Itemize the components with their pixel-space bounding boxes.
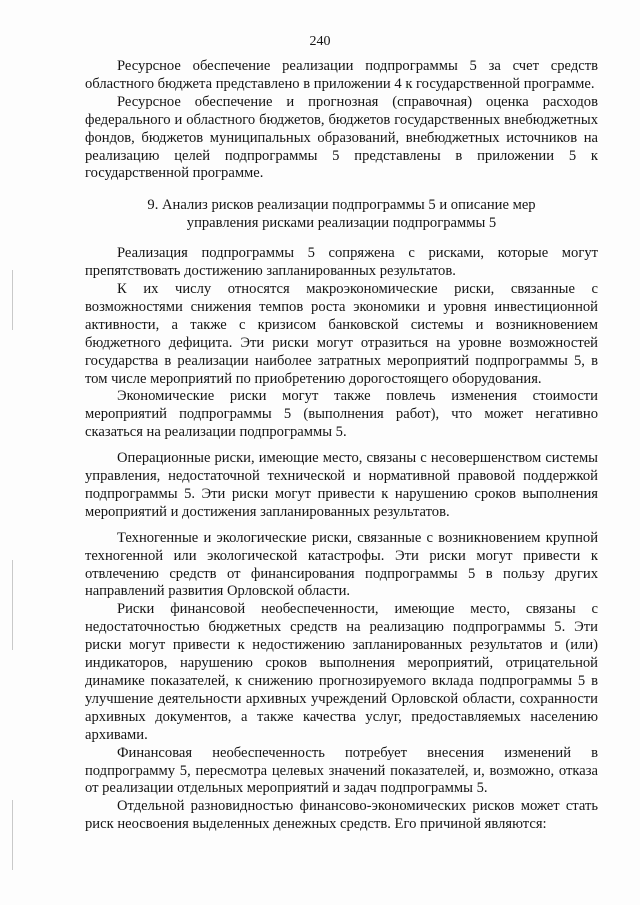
- paragraph-financial-risks: Риски финансовой необеспеченности, имеющие место, связаны с недостаточностью бюджетных средств на реализацию подпрограммы 5. Эти риски могут привести к недостижению запланированных результатов и (или) индикаторов, нарушению сроков выполнения мероприятий, отрицательной динамике показателей, к снижению прогнозируемого вклада подпрограммы 5 в улучшение деятельности архивных учреждений Орловской области, сохранности архивных документов, а также качества услуг, предоставляемых населению архивами.: [85, 601, 598, 743]
- section-heading-line-2: управления рисками реализации подпрограммы 5: [186, 215, 497, 232]
- document-body: [85, 58, 598, 834]
- paragraph-macroeconomic-risks: К их числу относятся макроэкономические риски, связанные с возможностями снижения темпов роста экономики и уровня инвестиционной активности, а также с кризисом банковской системы и возникновением бюджетного дефицита. Эти риски могут отразиться на уровне возможностей государства в реализации наиболее затратных мероприятий подпрограммы 5, в том числе мероприятий по приобретению дорогостоящего оборудования.: [85, 280, 598, 387]
- page-number: 240: [309, 34, 331, 49]
- paragraph-economic-risks: Экономические риски могут также повлечь изменения стоимости мероприятий подпрограммы 5 (выполнения работ), что может негативно сказаться на реализации подпрограммы 5.: [85, 388, 598, 441]
- paragraph-financial-consequences: Финансовая необеспеченность потребует внесения изменений в подпрограмму 5, пересмотра целевых значений показателей, и, возможно, отказа от реализации отдельных мероприятий и задач подпрограммы 5.: [85, 744, 598, 797]
- paragraph-non-utilization-risk: Отдельной разновидностью финансово-экономических рисков может стать риск неосвоения выделенных денежных средств. Его причиной являются:: [85, 798, 598, 833]
- paragraph-risks-intro: Реализация подпрограммы 5 сопряжена с рисками, которые могут препятствовать достижению запланированных результатов.: [85, 245, 598, 280]
- section-heading-line-1: 9. Анализ рисков реализации подпрограммы 5 и описание мер: [147, 197, 536, 214]
- section-heading: [85, 197, 598, 233]
- paragraph-resource-regional: Ресурсное обеспечение реализации подпрограммы 5 за счет средств областного бюджета представлено в приложении 4 к государственной программе.: [85, 58, 598, 92]
- paragraph-operational-risks: Операционные риски, имеющие место, связаны с несовершенством системы управления, недостаточной технической и нормативной правовой поддержкой подпрограммы 5. Эти риски могут привести к нарушению сроков выполнения мероприятий и достижения запланированных результатов.: [85, 450, 598, 520]
- paragraph-resource-forecast: Ресурсное обеспечение и прогнозная (справочная) оценка расходов федерального и областного бюджетов, бюджетов государственных внебюджетных фондов, бюджетов муниципальных образований, внебюджетных источников на реализацию целей подпрограммы 5 представлены в приложении 5 к государственной программе.: [85, 93, 598, 182]
- scan-artifact-line: [12, 560, 13, 650]
- scan-artifact-line: [12, 800, 13, 870]
- paragraph-technogenic-risks: Техногенные и экологические риски, связанные с возникновением крупной техногенной или экологической катастрофы. Эти риски могут привести к отвлечению средств от финансирования подпрограммы 5 в пользу других направлений развития Орловской области.: [85, 529, 598, 600]
- scan-artifact-line: [12, 270, 13, 330]
